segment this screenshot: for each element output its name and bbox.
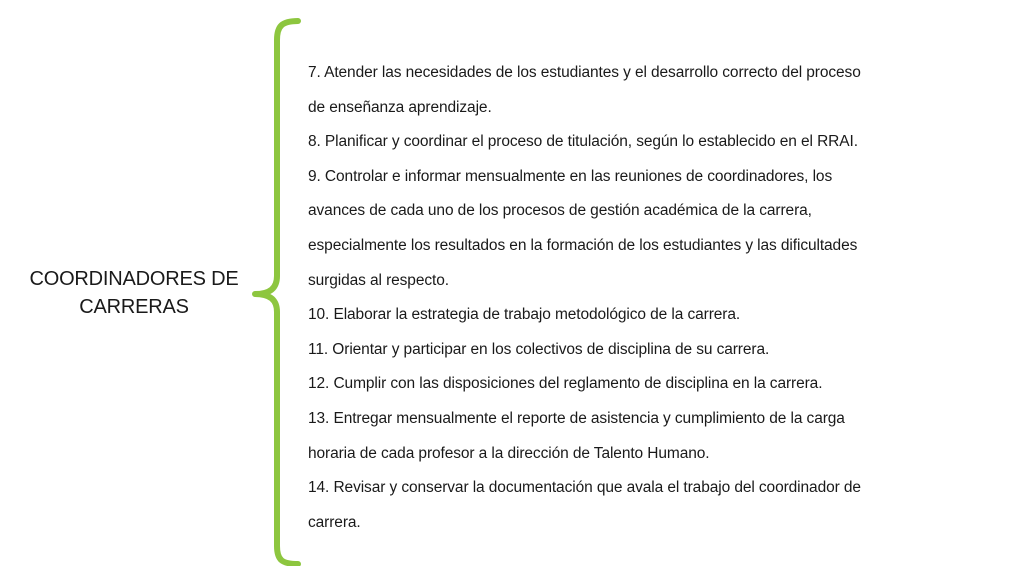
section-title-line-1: COORDINADORES DE — [29, 268, 239, 290]
list-item: 12. Cumplir con las disposiciones del reglamento de disciplina en la carrera. — [308, 375, 823, 393]
list-item: 7. Atender las necesidades de los estudiantes y el desarrollo correcto del proceso de enseñanza aprendizaje. — [308, 64, 861, 116]
list-item: 8. Planificar y coordinar el proceso de titulación, según lo establecido en el RRAI. — [308, 133, 858, 151]
list-item: 14. Revisar y conservar la documentación que avala el trabajo del coordinador de carrera. — [308, 479, 861, 531]
left-curly-brace-icon — [252, 18, 302, 566]
section-title-line-2: CARRERAS — [79, 296, 189, 318]
list-item: 11. Orientar y participar en los colectivos de disciplina de su carrera. — [308, 340, 770, 358]
list-item: 10. Elaborar la estrategia de trabajo metodológico de la carrera. — [308, 306, 741, 324]
section-title — [18, 265, 250, 321]
list-item: 9. Controlar e informar mensualmente en las reuniones de coordinadores, los avances de cada uno de los procesos de gestión académica de la carrera, especialmente los resultados en la formación de los estudiantes y las dificultades surgidas al respecto. — [308, 167, 858, 289]
list-item: 13. Entregar mensualmente el reporte de asistencia y cumplimiento de la carga horaria de cada profesor a la dirección de Talento Humano. — [308, 409, 845, 462]
responsibilities-list — [308, 56, 1008, 540]
